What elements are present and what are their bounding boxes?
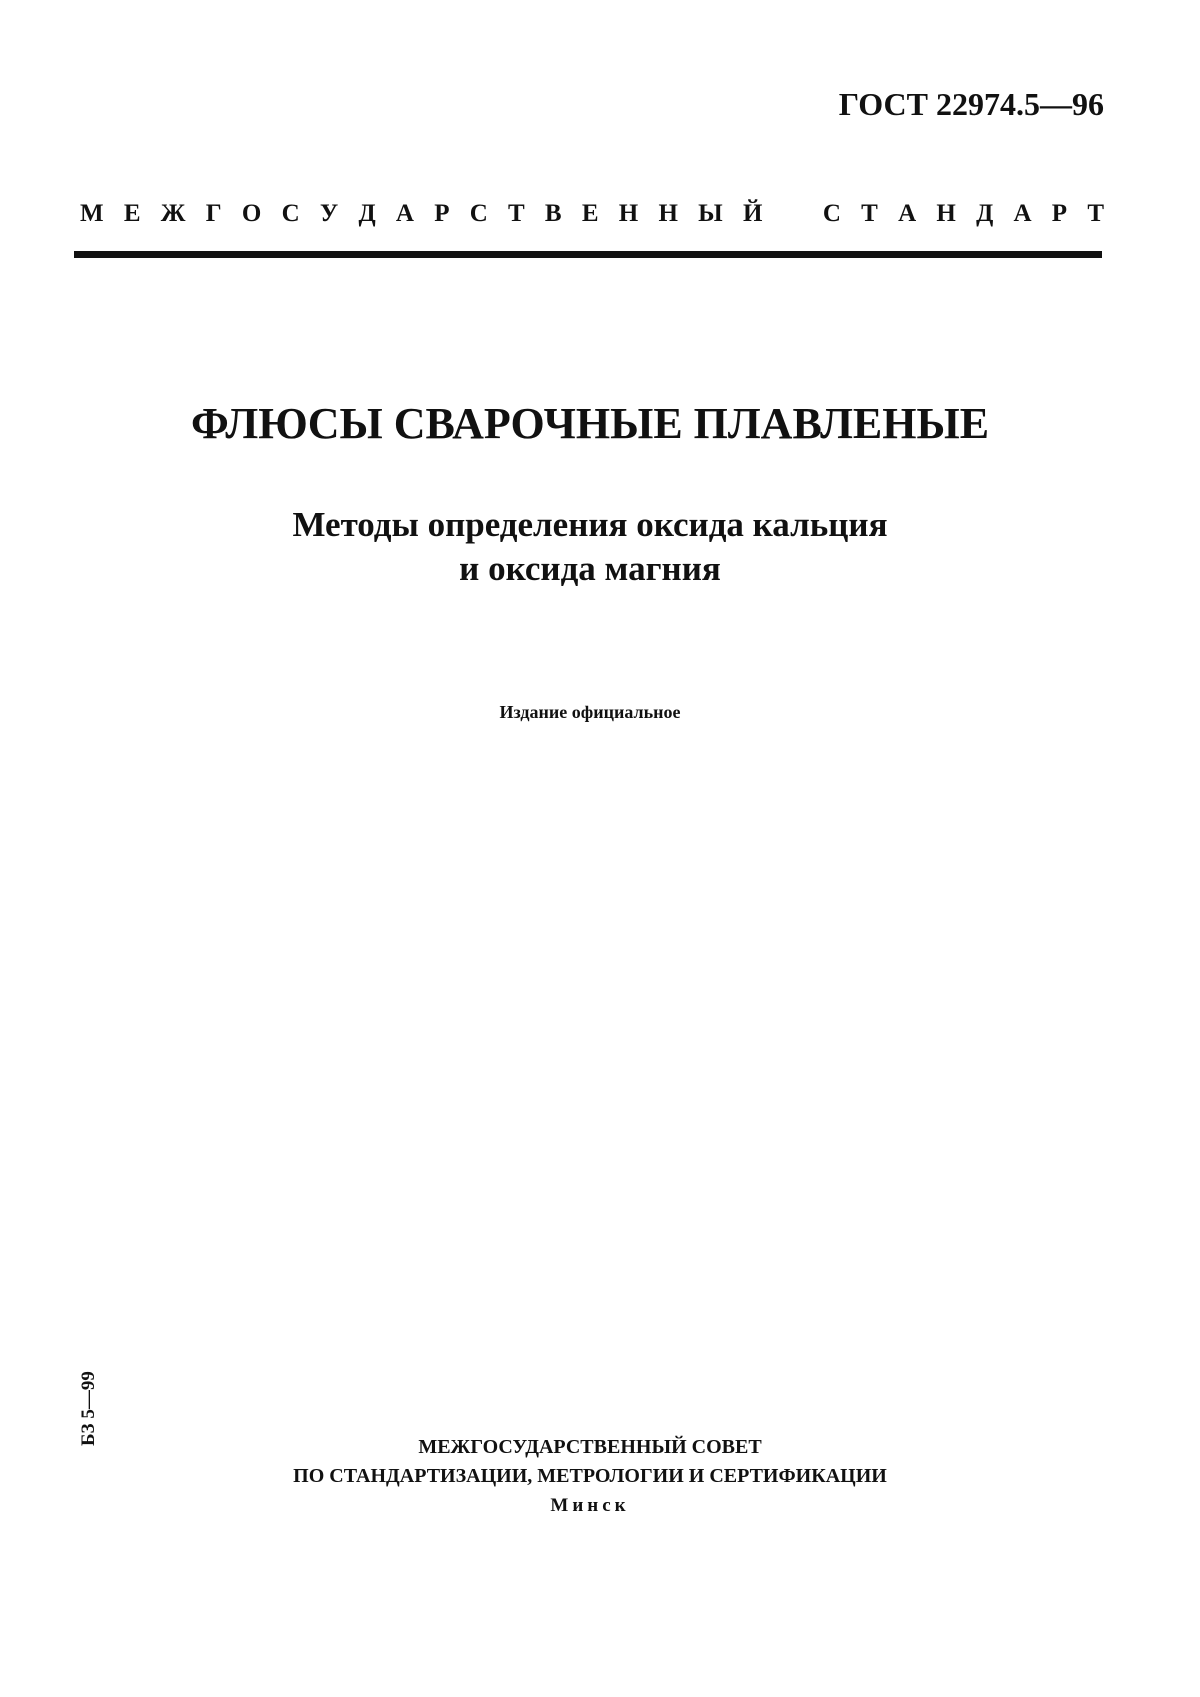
heading-letter: М — [80, 200, 104, 227]
main-title: ФЛЮСЫ СВАРОЧНЫЕ ПЛАВЛЕНЫЕ — [190, 399, 990, 448]
subtitle-line-1: Методы определения оксида кальция — [292, 505, 888, 544]
heading-letter: С — [281, 200, 300, 227]
heading-word-gap — [783, 200, 803, 228]
edition-note: Издание официальное — [499, 702, 681, 722]
heading-letter: А — [1013, 200, 1032, 227]
heading-letter: В — [544, 200, 562, 227]
heading-letter: У — [319, 200, 339, 227]
heading-letter: А — [395, 200, 414, 227]
heading-letter: А — [898, 200, 917, 227]
heading-letter: Н — [936, 200, 956, 227]
publisher-line-2: ПО СТАНДАРТИЗАЦИИ, МЕТРОЛОГИИ И СЕРТИФИКАЦИИ — [293, 1465, 887, 1487]
document-code: ГОСТ 22974.5—96 — [838, 86, 1104, 122]
heading-letter: Д — [976, 200, 994, 227]
heading-letter: Н — [618, 200, 639, 227]
publisher-block — [0, 1433, 1180, 1520]
subtitle-line-2: и оксида магния — [459, 549, 721, 588]
heading-letter: Ы — [698, 200, 723, 227]
side-stamp: БЗ 5—99 — [78, 1371, 99, 1446]
heading-letter: С — [822, 200, 841, 227]
publisher-line-1: МЕЖГОСУДАРСТВЕННЫЙ СОВЕТ — [418, 1436, 762, 1458]
heading-letter: Й — [742, 200, 763, 227]
publisher-city: Минск — [550, 1495, 630, 1516]
heading-letter: Е — [123, 200, 141, 227]
heading-letter: О — [241, 200, 262, 227]
heading-letter: С — [469, 200, 488, 227]
heading-letter: Н — [658, 200, 678, 227]
header-rule — [74, 251, 1102, 258]
heading-letter: Т — [508, 200, 525, 227]
heading-letter: Р — [434, 200, 450, 227]
heading-letter: Т — [1087, 200, 1104, 227]
heading-letter: Т — [861, 200, 878, 227]
heading-letter: Ж — [160, 200, 186, 227]
heading-letter: Р — [1051, 200, 1068, 227]
heading-letter: Г — [205, 200, 222, 227]
heading-letter: Д — [358, 200, 376, 227]
standard-type-heading — [80, 200, 1104, 228]
heading-letter: Е — [581, 200, 599, 227]
subtitle — [0, 503, 1180, 591]
